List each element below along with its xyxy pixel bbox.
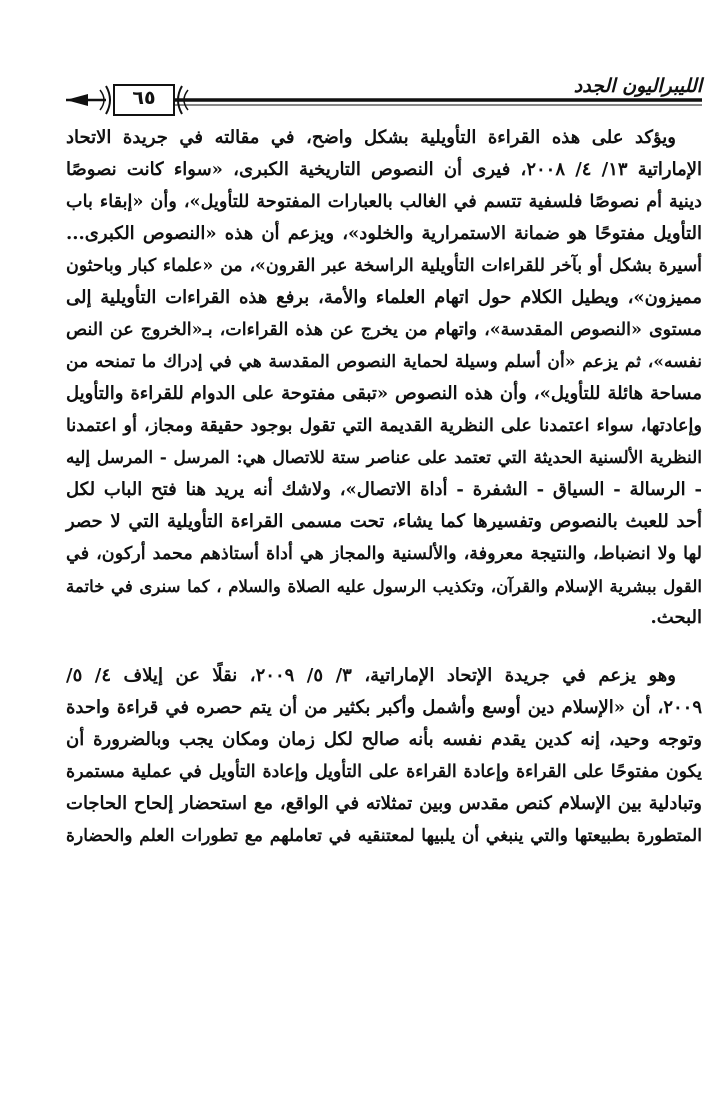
text-line: يكون مفتوحًا على القراءة وإعادة القراءة على التأويل وإعادة التأويل في عملية مستمرة bbox=[66, 762, 702, 782]
text-line: القول ببشرية الإسلام والقرآن، وتكذيب الرسول عليه الصلاة والسلام ، كما سنرى في خاتمة bbox=[66, 576, 702, 596]
text-line: الإماراتية ١٣/ ٤/ ٢٠٠٨، فيرى أن النصوص التاريخية الكبرى، «سواء كانت نصوصًا bbox=[66, 159, 702, 180]
text-line: مستوى «النصوص المقدسة»، واتهام من يخرج عن هذه القراءات، بـ«الخروج عن النص bbox=[66, 320, 702, 340]
text-line: أسيرة بشكل أو بآخر للقراءات التأويلية الراسخة عبر القرون»، من «علماء كبار وباحثون bbox=[66, 256, 702, 276]
text-line: ويؤكد على هذه القراءة التأويلية بشكل واضح، في مقالته في جريدة الاتحاد bbox=[66, 127, 676, 148]
text-line: لها ولا انضباط، والنتيجة معروفة، والألسنية والمجاز هي أداة أستاذهم محمد أركون، في bbox=[66, 543, 702, 564]
text-line: ٢٠٠٩، أن «الإسلام دين أوسع وأشمل وأكبر بكثير من أن يتم حصره في قراءة واحدة bbox=[66, 697, 702, 718]
text-line: مميزون»، ويطيل الكلام حول اتهام العلماء والأمة، برفع هذه القراءات التأويلية إلى bbox=[66, 287, 702, 308]
text-line: وتبادلية بين الإسلام كنص مقدس وبين تمثلاته في الواقع، مع استحضار إلحاح الحاجات bbox=[66, 793, 702, 814]
text-line: وهو يزعم في جريدة الإتحاد الإماراتية، ٣/ ٥/ ٢٠٠٩، نقلًا عن إيلاف ٤/ ٥/ bbox=[66, 665, 676, 686]
body-text bbox=[66, 122, 702, 852]
text-line: المتطورة بطبيعتها والتي ينبغي أن يلبيها لمعتنقيه في تعاملهم مع تطورات العلم والحضارة bbox=[66, 826, 702, 846]
page-number: ٦٥ bbox=[132, 87, 156, 109]
text-line: وإعادتها، سواء اعتمدنا على النظرية القديمة التي تقول بوجود حقيقة ومجاز، أو اعتمدنا bbox=[66, 415, 702, 436]
text-line: نفسه»، ثم يزعم «أن أسلم وسيلة لحماية النصوص المقدسة هي في إدراك ما تمنحه من bbox=[66, 352, 702, 372]
text-line: أحد للعبث بالنصوص وتفسيرها كما يشاء، تحت مسمى القراءة التأويلية التي لا حصر bbox=[66, 511, 702, 532]
page-header bbox=[66, 72, 702, 116]
text-line: - الرسالة - السياق - الشفرة - أداة الاتصال»، ولاشك أنه يريد هنا فتح الباب لكل bbox=[66, 479, 702, 500]
text-line: النظرية الألسنية الحديثة التي تعتمد على عناصر ستة للاتصال هي: المرسل - المرسل إليه bbox=[66, 448, 702, 468]
text-line: التأويل مفتوحًا هو ضمانة الاستمرارية والخلود»، ويزعم أن هذه «النصوص الكبرى... bbox=[66, 223, 702, 244]
text-line: وتوجه وحيد، إنه كدين يقدم نفسه بأنه صالح لكل زمان ومكان يجب وبالضرورة أن bbox=[66, 729, 702, 750]
paragraph-2 bbox=[66, 660, 702, 852]
paragraph-1 bbox=[66, 122, 702, 634]
text-line: البحث. bbox=[650, 607, 702, 628]
running-title: الليبراليون الجدد bbox=[573, 75, 702, 97]
text-line: دينية أم نصوصًا فلسفية تتسم في الغالب بالعبارات المفتوحة للتأويل»، وأن «إبقاء باب bbox=[66, 191, 702, 212]
text-line: مساحة هائلة للتأويل»، وأن هذه النصوص «تبقى مفتوحة على الدوام للقراءة والتأويل bbox=[66, 383, 702, 404]
